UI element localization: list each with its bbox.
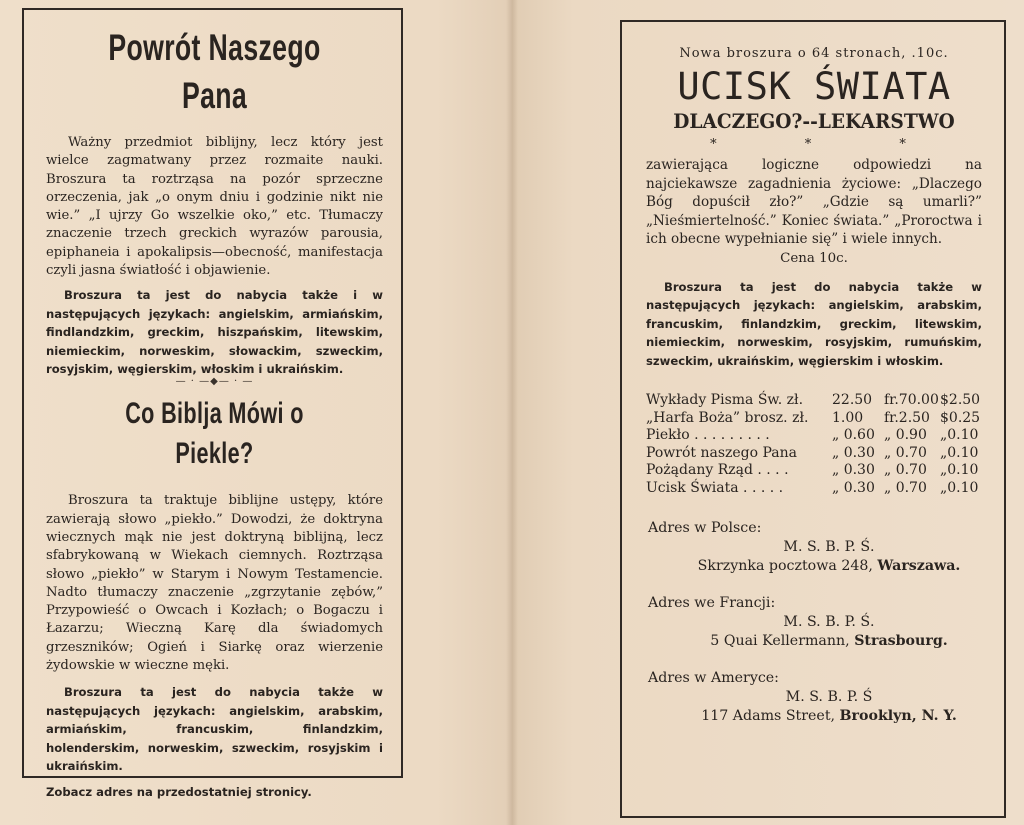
- price-fr: „ 0.70: [884, 462, 927, 478]
- right-content: [646, 40, 982, 726]
- address-org: M. S. B. P. Ś: [785, 689, 873, 705]
- left-frame: [22, 8, 403, 800]
- top-note: Nowa broszura o 64 stronach, .10c.: [679, 46, 949, 61]
- price-name: Powrót naszego Pana: [646, 444, 798, 461]
- price-name: Wykłady Pisma Św. zł.: [646, 392, 804, 408]
- price-name: Piekło . . . . . . . . .: [646, 427, 770, 443]
- address-street: 117 Adams Street,: [701, 708, 836, 724]
- address-org: M. S. B. P. Ś.: [783, 614, 875, 630]
- languages-powrot: Broszura ta jest do nabycia także i w następujących językach: angielskim, armiańskim, findlandzkim, greckim, hiszpańskim, litewskim, niemieckim, norweskim, słowackim, szweckim, rosyjskim, węgierskim, włoskim i ukraińskim.: [46, 288, 383, 376]
- title-powrot: Powrót Naszego Pana: [108, 27, 321, 116]
- languages-piekle: Broszura ta jest do nabycia także w następujących językach: angielskim, arabskim, armiańskim, francuskim, finlandzkim, holenderskim, norweskim, szweckim, rosyjskim i ukraińskim.: [46, 685, 383, 773]
- price-usd: $2.50: [940, 392, 981, 408]
- price-zl: „ 0.60: [832, 427, 875, 443]
- table-row: [646, 462, 982, 480]
- price-name: Ucisk Świata . . . . .: [646, 479, 784, 496]
- table-row: [646, 480, 982, 498]
- price-table: [646, 392, 982, 497]
- address-label: Adres w Ameryce:: [648, 670, 779, 686]
- languages-ucisk: Broszura ta jest do nabycia także w następujących językach: angielskim, arabskim, francuskim, finlandzkim, greckim, litewskim, niemieckim, norweskim, rosyjskim, rumuńskim, szweckim, ukraińskim, węgierskim i włoskim.: [646, 279, 982, 368]
- address-street: 5 Quai Kellermann,: [710, 633, 850, 649]
- address-street: Skrzynka pocztowa 248,: [697, 558, 873, 574]
- price-fr: „ 0.90: [884, 427, 927, 443]
- price-usd: „0.10: [940, 427, 979, 443]
- paragraph-piekle: Broszura ta traktuje biblijne ustępy, które zawierają słowo „piekło.” Dowodzi, że doktryna wiecznych mąk nie jest doktryną biblijną, lecz sfabrykowaną w Wiekach ciemnych. Roztrząsa słowo „piekło” w Starym i Nowym Testamencie. Nadto tłumaczy znaczenie „zgrzytanie zębów,” Przypowieść o Owcach i Kozłach; o Bogaczu i Łazarzu; Wieczną Karę dla świadomych grzeszników; Ogień i Siarkę oraz wierzenie żydowskie w wieczne męki.: [46, 493, 383, 674]
- price-note: Cena 10c.: [780, 250, 848, 266]
- price-usd: $0.25: [940, 409, 981, 426]
- page-fold: [506, 0, 518, 825]
- price-fr: fr.70.00: [884, 392, 939, 408]
- address-city: Warszawa.: [877, 558, 961, 574]
- address-city: Strasbourg.: [854, 633, 948, 649]
- title-ucisk: UCISK ŚWIATA: [677, 65, 951, 108]
- ornament-divider: — · —◆— · —: [175, 376, 254, 388]
- price-usd: „0.10: [940, 479, 979, 496]
- table-row: [646, 427, 982, 445]
- stars-divider: * * *: [710, 137, 948, 152]
- price-usd: „0.10: [940, 444, 979, 461]
- price-zl: „ 0.30: [832, 462, 875, 478]
- price-fr: fr.2.50: [884, 409, 930, 426]
- price-zl: „ 0.30: [832, 444, 875, 461]
- address-label: Adres w Polsce:: [648, 520, 762, 536]
- address-city: Brooklyn, N. Y.: [839, 708, 957, 724]
- right-frame: [620, 20, 1006, 818]
- table-row: [646, 445, 982, 463]
- address-america: [646, 669, 982, 726]
- address-line: [676, 707, 982, 726]
- address-france: [646, 594, 982, 651]
- price-zl: 1.00: [832, 409, 864, 426]
- paragraph-ucisk: zawierająca logiczne odpowiedzi na najciekawsze zagadnienia życiowe: „Dlaczego Bóg dopuścił zło?” „Gdzie są umarli?” „Nieśmiertelność.” Koniec świata.” „Proroctwa i ich obecne wypełnianie się” i wiele innych.: [646, 157, 982, 248]
- paragraph-powrot: Ważny przedmiot biblijny, lecz który jest wielce zagmatwany przez rozmaite nauki. Broszura ta roztrząsa na pozór sprzeczne orzeczenia, jak „o onym dniu i godzinie nikt nie wie.” „I ujrzy Go wszelkie oko,” etc. Tłumaczy znaczenie trzech greckich wyrazów parousia, epiphaneia i apokalipsis—obecność, manifestacja czyli jasna światłość i objawienie.: [46, 135, 383, 279]
- address-poland: [646, 519, 982, 576]
- address-line: [676, 632, 982, 651]
- address-label: Adres we Francji:: [648, 595, 776, 611]
- price-zl: „ 0.30: [832, 479, 875, 496]
- address-org: M. S. B. P. Ś.: [783, 539, 875, 555]
- footer-note: Zobacz adres na przedostatniej stronicy.: [46, 785, 312, 800]
- price-fr: „ 0.70: [884, 479, 927, 496]
- table-row: [646, 392, 982, 410]
- title-piekle: Co Biblja Mówi o Piekle?: [125, 397, 304, 471]
- address-line: [676, 557, 982, 576]
- table-row: [646, 410, 982, 428]
- price-name: Pożądany Rząd . . . .: [646, 462, 789, 478]
- price-zl: 22.50: [832, 392, 873, 408]
- subtitle-ucisk: DLACZEGO?--LEKARSTWO: [673, 109, 955, 133]
- price-fr: „ 0.70: [884, 444, 927, 461]
- left-content: [46, 16, 383, 802]
- price-usd: „0.10: [940, 462, 979, 478]
- price-name: „Harfa Boża” brosz. zł.: [646, 409, 809, 426]
